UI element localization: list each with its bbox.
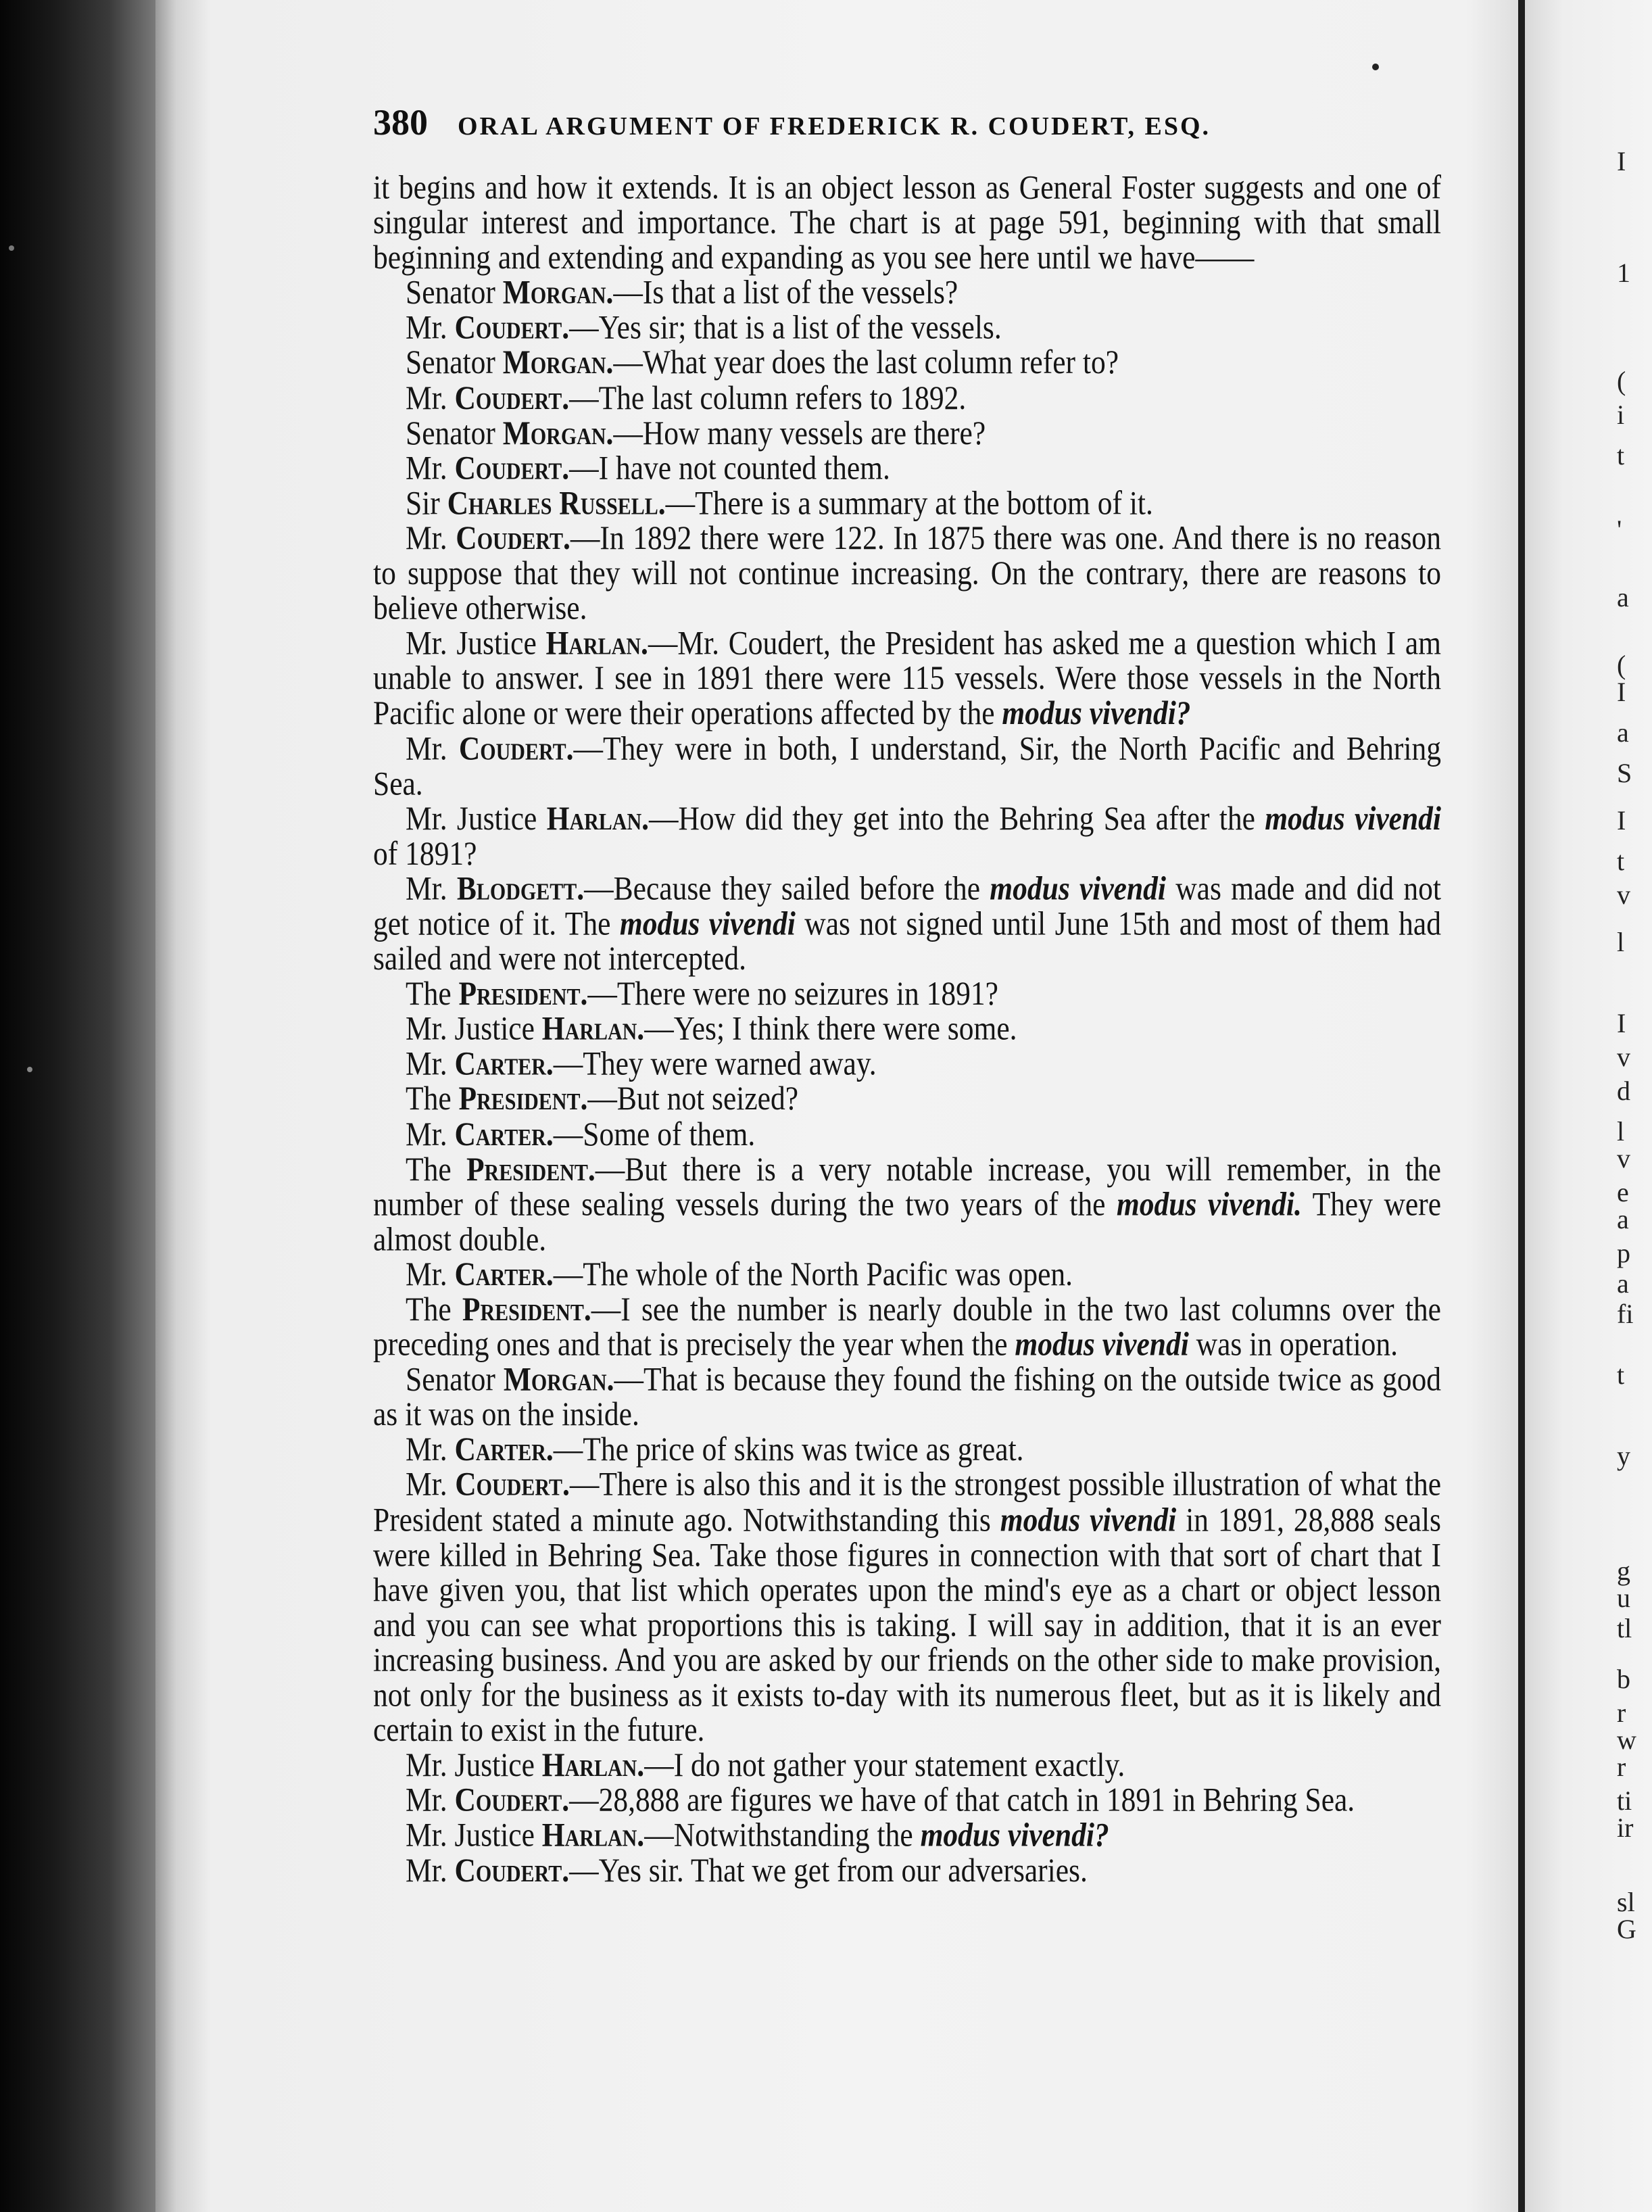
paragraph-text: Mr. [406, 309, 455, 347]
paragraph-text: —How many vessels are there? [613, 414, 986, 452]
book-gutter-shadow [0, 0, 155, 2212]
paragraph-text: —There were no seizures in 1891? [587, 975, 998, 1013]
italic-term: modus vivendi? [1002, 694, 1191, 732]
facing-page-edge-text [1617, 0, 1652, 2212]
paragraph-text: Senator [406, 1360, 504, 1399]
paragraph-text: Mr. [406, 1115, 455, 1153]
paragraph-text: was made and did not get notice of it. The [373, 869, 1441, 942]
paragraph-text: The [406, 975, 459, 1013]
speaker-name: Carter. [454, 1255, 554, 1293]
paragraph-text: Mr. [406, 519, 456, 557]
facing-page-glyph: S [1617, 758, 1632, 788]
facing-page-glyph: v [1617, 1143, 1630, 1174]
paragraph [373, 1748, 1441, 1783]
speaker-name: President. [458, 975, 588, 1013]
facing-page-glyph: t [1617, 440, 1625, 471]
speaker-name: Charles Russell. [447, 484, 666, 522]
paragraph-text: in 1891, 28,888 seals were killed in Behring Sea. Take those figures in connection with that sort of chart that I have given you, that list which operates upon the mind's eye as a chart or object lesson and you can see what proportions this is taking. I will say in addition, that it is an ever increasing business. And you are asked by our friends on the other side to make provision, not only for the business as it exists to-day with its numerous fleet, but as it is likely and certain to exist in the future. [373, 1501, 1441, 1749]
page-fold [1518, 0, 1525, 2212]
paragraph-text: They were almost double. [373, 1185, 1441, 1258]
facing-page-glyph: G [1617, 1914, 1636, 1944]
speaker-name: Carter. [454, 1045, 554, 1083]
paragraph-text: —I have not counted them. [569, 449, 890, 487]
paragraph [373, 310, 1441, 345]
speaker-name: Morgan. [502, 343, 614, 382]
paragraph-text: Senator [406, 414, 503, 452]
paragraph-text: Mr. Justice [406, 1010, 542, 1048]
facing-page-glyph: y [1617, 1441, 1630, 1471]
paragraph-text: The [406, 1291, 462, 1328]
paragraph-text: —What year does the last column refer to? [613, 343, 1119, 382]
paper-speck [27, 1067, 32, 1072]
italic-term: modus vivendi. [1116, 1185, 1302, 1223]
body-text [373, 170, 1441, 1888]
facing-page-glyph: tl [1617, 1613, 1632, 1643]
paragraph-text: —I see the number is nearly double in the two last columns over the preceding ones and that is precisely the year when the [373, 1291, 1441, 1364]
paragraph [373, 521, 1441, 627]
speaker-name: Coudert. [454, 1781, 570, 1819]
speaker-name: Coudert. [454, 309, 570, 347]
running-head-title: ORAL ARGUMENT OF FREDERICK R. COUDERT, ESQ. [458, 112, 1211, 141]
paragraph-text: Mr. [406, 1781, 455, 1819]
paragraph [373, 1853, 1441, 1888]
speaker-name: Coudert. [454, 449, 570, 487]
paragraph-text: —They were warned away. [553, 1045, 877, 1083]
paragraph [373, 345, 1441, 381]
paragraph-text: —But not seized? [587, 1080, 799, 1118]
paragraph-text: it begins and how it extends. It is an object lesson as General Foster suggests and one of singular interest and importance. The chart is at page 591, beginning with that small beginning and extending and expanding as you see here until we have—— [373, 168, 1441, 276]
paragraph-text: Mr. [406, 1255, 455, 1293]
paragraph-text: —Notwithstanding the [644, 1817, 921, 1854]
speaker-name: Carter. [454, 1430, 554, 1468]
facing-page-glyph: v [1617, 1042, 1630, 1072]
italic-term: modus vivendi? [920, 1817, 1109, 1854]
italic-term: modus vivendi [1015, 1326, 1189, 1364]
paragraph [373, 1117, 1441, 1152]
facing-page-glyph: l [1617, 927, 1625, 957]
speaker-name: Morgan. [503, 1360, 614, 1399]
paragraph-text: was in operation. [1188, 1326, 1399, 1364]
paragraph [373, 381, 1441, 416]
paragraph [373, 1783, 1441, 1818]
speaker-name: Morgan. [502, 414, 614, 452]
paragraph-text: —Some of them. [553, 1115, 756, 1153]
speaker-name: President. [458, 1080, 588, 1118]
paragraph-text: Sir [406, 484, 447, 522]
facing-page-glyph: p [1617, 1238, 1630, 1268]
page-number: 380 [373, 102, 428, 143]
facing-page-glyph: a [1617, 1268, 1629, 1299]
speaker-name: Coudert. [454, 379, 570, 417]
paragraph-text: —The last column refers to 1892. [569, 379, 967, 417]
facing-page-glyph: I [1617, 146, 1626, 176]
speaker-name: Morgan. [502, 274, 614, 312]
paragraph-text: —Yes sir. That we get from our adversaries. [569, 1851, 1088, 1890]
paragraph-text: —How did they get into the Behring Sea after the [649, 800, 1265, 838]
paragraph-text: —That is because they found the fishing on the outside twice as good as it was on the inside. [373, 1360, 1441, 1433]
paragraph [373, 486, 1441, 521]
paragraph [373, 1257, 1441, 1293]
paragraph-text: of 1891? [373, 834, 477, 873]
paragraph-text: Mr. [406, 869, 457, 908]
paragraph-text: Mr. [406, 379, 455, 417]
speaker-name: Coudert. [454, 1851, 570, 1890]
paragraph-text: —Is that a list of the vessels? [613, 274, 958, 312]
facing-page-glyph: I [1617, 677, 1626, 707]
paragraph-text: Mr. [406, 1045, 455, 1083]
paragraph-text: —In 1892 there were 122. In 1875 there was one. And there is no reason to suppose that they will not continue increasing. On the contrary, there are reasons to believe otherwise. [373, 519, 1442, 627]
paragraph [373, 871, 1441, 977]
paragraph-text: Mr. [406, 449, 455, 487]
paragraph-text: Mr. Justice [406, 800, 547, 838]
paragraph-text: Mr. Justice [406, 624, 546, 663]
facing-page-glyph: l [1617, 1116, 1625, 1147]
facing-page-glyph: e [1617, 1177, 1629, 1207]
paragraph-text: The [406, 1080, 459, 1118]
paragraph [373, 1468, 1441, 1748]
italic-term: modus vivendi [1000, 1501, 1177, 1539]
paragraph [373, 1430, 1441, 1468]
paragraph-text: —Because they sailed before the [584, 869, 990, 908]
facing-page-glyph: a [1617, 1204, 1629, 1234]
italic-term: modus vivendi [990, 869, 1167, 908]
facing-page-glyph: 1 [1617, 258, 1630, 288]
facing-page-glyph: a [1617, 717, 1629, 748]
paragraph-text: Mr. [406, 1430, 455, 1468]
paragraph-text: —They were in both, I understand, Sir, the North Pacific and Behring Sea. [373, 729, 1442, 802]
speaker-name: Harlan. [541, 1817, 645, 1854]
paragraph [373, 626, 1441, 731]
paragraph [373, 1292, 1441, 1362]
paragraph [373, 276, 1441, 311]
paragraph [373, 451, 1441, 486]
facing-page-glyph: ( [1617, 366, 1626, 396]
facing-page-glyph: r [1617, 1752, 1626, 1782]
paragraph [373, 416, 1441, 451]
facing-page-glyph: ir [1617, 1812, 1634, 1843]
facing-page-glyph: v [1617, 880, 1630, 910]
paragraph-text: —I do not gather your statement exactly. [644, 1746, 1125, 1784]
facing-page-glyph: u [1617, 1583, 1630, 1613]
facing-page-glyph: d [1617, 1076, 1630, 1106]
facing-page-glyph: I [1617, 1008, 1626, 1038]
paragraph [373, 170, 1441, 276]
paragraph-text: Mr. Justice [406, 1746, 542, 1784]
speaker-name: Carter. [454, 1115, 554, 1153]
paragraph [373, 731, 1441, 802]
facing-page-glyph: g [1617, 1556, 1630, 1586]
facing-page-glyph: w [1617, 1725, 1636, 1755]
paragraph [373, 1047, 1441, 1082]
italic-term: modus vivendi [1265, 800, 1442, 838]
paragraph-text: —The whole of the North Pacific was open. [553, 1255, 1073, 1293]
paragraph-text: Mr. Justice [406, 1817, 542, 1854]
speaker-name: President. [466, 1150, 596, 1188]
speaker-name: Coudert. [458, 729, 574, 767]
facing-page-glyph: i [1617, 400, 1625, 430]
paragraph-text: Senator [406, 274, 503, 312]
paper-speck [9, 245, 14, 251]
facing-page-glyph: I [1617, 805, 1626, 836]
facing-page-glyph: fi [1617, 1299, 1634, 1329]
facing-page-glyph: r [1617, 1698, 1626, 1728]
paragraph-text: Mr. [406, 1466, 456, 1504]
paragraph-text: The [406, 1150, 466, 1188]
facing-page-glyph: t [1617, 1360, 1625, 1390]
paragraph-text: —The price of skins was twice as great. [553, 1430, 1024, 1468]
running-head [373, 101, 1428, 149]
facing-page-glyph: sl [1617, 1887, 1635, 1917]
paragraph-text: Mr. [406, 729, 459, 767]
speaker-name: Coudert. [455, 1466, 570, 1504]
paragraph [373, 1152, 1441, 1257]
paragraph-text: —But there is a very notable increase, you will remember, in the number of these sealing vessels during the two years of the [373, 1150, 1441, 1223]
facing-page-glyph: t [1617, 846, 1625, 876]
paragraph [373, 1818, 1441, 1853]
facing-page-glyph: a [1617, 582, 1629, 612]
paragraph-text: was not signed until June 15th and most of them had sailed and were not intercepted. [373, 905, 1441, 978]
paragraph-text: —There is also this and it is the strongest possible illustration of what the President stated a minute ago. Notwithstanding this [373, 1466, 1441, 1539]
speaker-name: Harlan. [545, 624, 648, 663]
paper-speck [1372, 64, 1379, 70]
facing-page-glyph: b [1617, 1664, 1630, 1694]
facing-page-glyph: ' [1617, 514, 1622, 545]
paragraph-text: —There is a summary at the bottom of it. [665, 484, 1153, 522]
speaker-name: Harlan. [546, 800, 650, 838]
paragraph [373, 1082, 1441, 1117]
paragraph-text: Senator [406, 343, 503, 382]
facing-page-glyph: ( [1617, 650, 1626, 680]
paragraph-text: —Yes; I think there were some. [644, 1010, 1017, 1048]
paragraph-text: —Mr. Coudert, the President has asked me a question which I am unable to answer. I see in 1891 there were 115 vessels. Were those vessels in the North Pacific alone or were their operations affected by the [373, 624, 1441, 732]
speaker-name: Harlan. [541, 1746, 645, 1784]
italic-term: modus vivendi [619, 905, 796, 942]
paragraph-text: Mr. [406, 1851, 455, 1890]
paragraph-text: —Yes sir; that is a list of the vessels. [569, 309, 1002, 347]
paragraph [373, 977, 1441, 1012]
facing-page-glyph: ti [1617, 1785, 1632, 1816]
paragraph [373, 1362, 1441, 1433]
speaker-name: President. [462, 1291, 591, 1328]
paragraph-text: —28,888 are figures we have of that catch in 1891 in Behring Sea. [569, 1781, 1355, 1819]
paragraph [373, 1012, 1441, 1047]
speaker-name: Harlan. [541, 1010, 645, 1048]
speaker-name: Coudert. [456, 519, 570, 557]
paragraph [373, 801, 1441, 871]
speaker-name: Blodgett. [456, 869, 585, 908]
